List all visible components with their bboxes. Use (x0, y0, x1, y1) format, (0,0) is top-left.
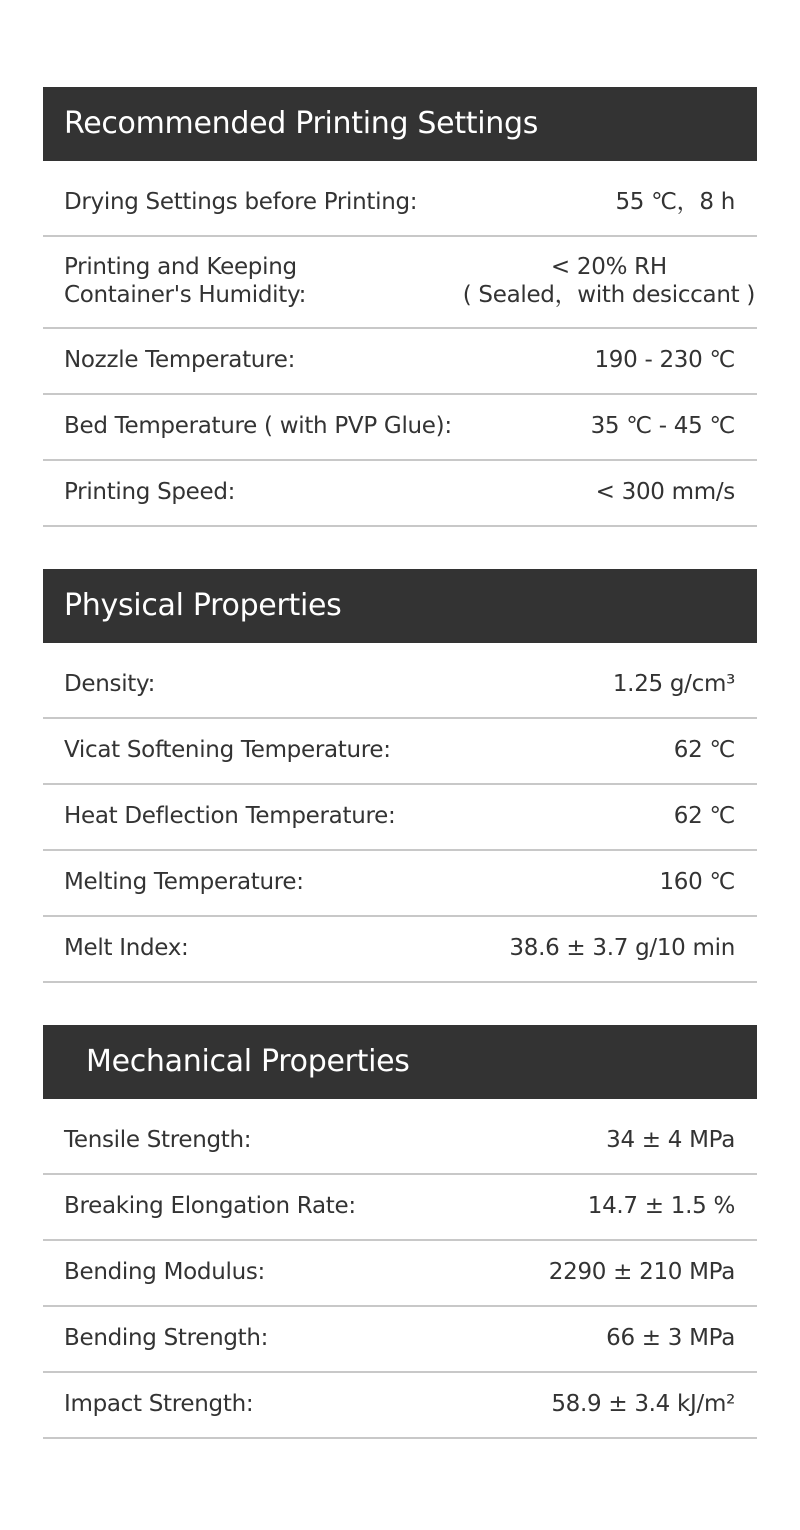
spec-row (43, 329, 757, 395)
section-title: Recommended Printing Settings (43, 87, 757, 161)
spec-sheet (43, 87, 757, 1481)
spec-label: Breaking Elongation Rate: (64, 1193, 356, 1220)
spec-value: < 20% RH ( Sealed，with desiccant ) (462, 254, 755, 308)
spec-value: 34 ± 4 MPa (606, 1127, 735, 1154)
spec-row (43, 653, 757, 719)
spec-value: 62 ℃ (673, 737, 735, 764)
spec-label: Bed Temperature ( with PVP Glue): (64, 413, 452, 440)
spec-value: 2290 ± 210 MPa (548, 1259, 735, 1286)
spec-row (43, 1307, 757, 1373)
spec-label: Impact Strength: (64, 1391, 254, 1418)
spec-label: Tensile Strength: (64, 1127, 252, 1154)
mechanical-properties-section (43, 1025, 757, 1439)
spec-label: Melt Index: (64, 935, 189, 962)
spec-label: Density: (64, 671, 156, 698)
spec-label: Printing and Keeping Container's Humidity: (64, 254, 307, 308)
spec-label: Bending Strength: (64, 1325, 269, 1352)
section-title: Mechanical Properties (43, 1025, 757, 1099)
spec-value: 58.9 ± 3.4 kJ/m² (551, 1391, 735, 1418)
spec-label: Drying Settings before Printing: (64, 189, 418, 216)
printing-settings-section (43, 87, 757, 527)
spec-row (43, 237, 757, 329)
spec-row (43, 1109, 757, 1175)
spec-value: 55 ℃，8 h (615, 189, 735, 216)
spec-row (43, 1175, 757, 1241)
spec-label: Nozzle Temperature: (64, 347, 296, 374)
spec-row (43, 719, 757, 785)
spec-row (43, 1241, 757, 1307)
spec-label: Printing Speed: (64, 479, 236, 506)
spec-label: Melting Temperature: (64, 869, 304, 896)
spec-value: 38.6 ± 3.7 g/10 min (509, 935, 735, 962)
spec-row (43, 171, 757, 237)
spec-label: Heat Deflection Temperature: (64, 803, 396, 830)
spec-value: < 300 mm/s (595, 479, 735, 506)
spec-value: 190 - 230 ℃ (594, 347, 735, 374)
spec-value: 14.7 ± 1.5 % (587, 1193, 735, 1220)
spec-value: 35 ℃ - 45 ℃ (590, 413, 735, 440)
spec-row (43, 395, 757, 461)
spec-row (43, 785, 757, 851)
spec-row (43, 1373, 757, 1439)
spec-row (43, 851, 757, 917)
spec-row (43, 917, 757, 983)
spec-label: Vicat Softening Temperature: (64, 737, 391, 764)
spec-label: Bending Modulus: (64, 1259, 265, 1286)
spec-row (43, 461, 757, 527)
spec-value: 1.25 g/cm³ (612, 671, 735, 698)
physical-properties-section (43, 569, 757, 983)
spec-value: 160 ℃ (659, 869, 735, 896)
spec-value: 62 ℃ (673, 803, 735, 830)
spec-value: 66 ± 3 MPa (606, 1325, 735, 1352)
section-title: Physical Properties (43, 569, 757, 643)
